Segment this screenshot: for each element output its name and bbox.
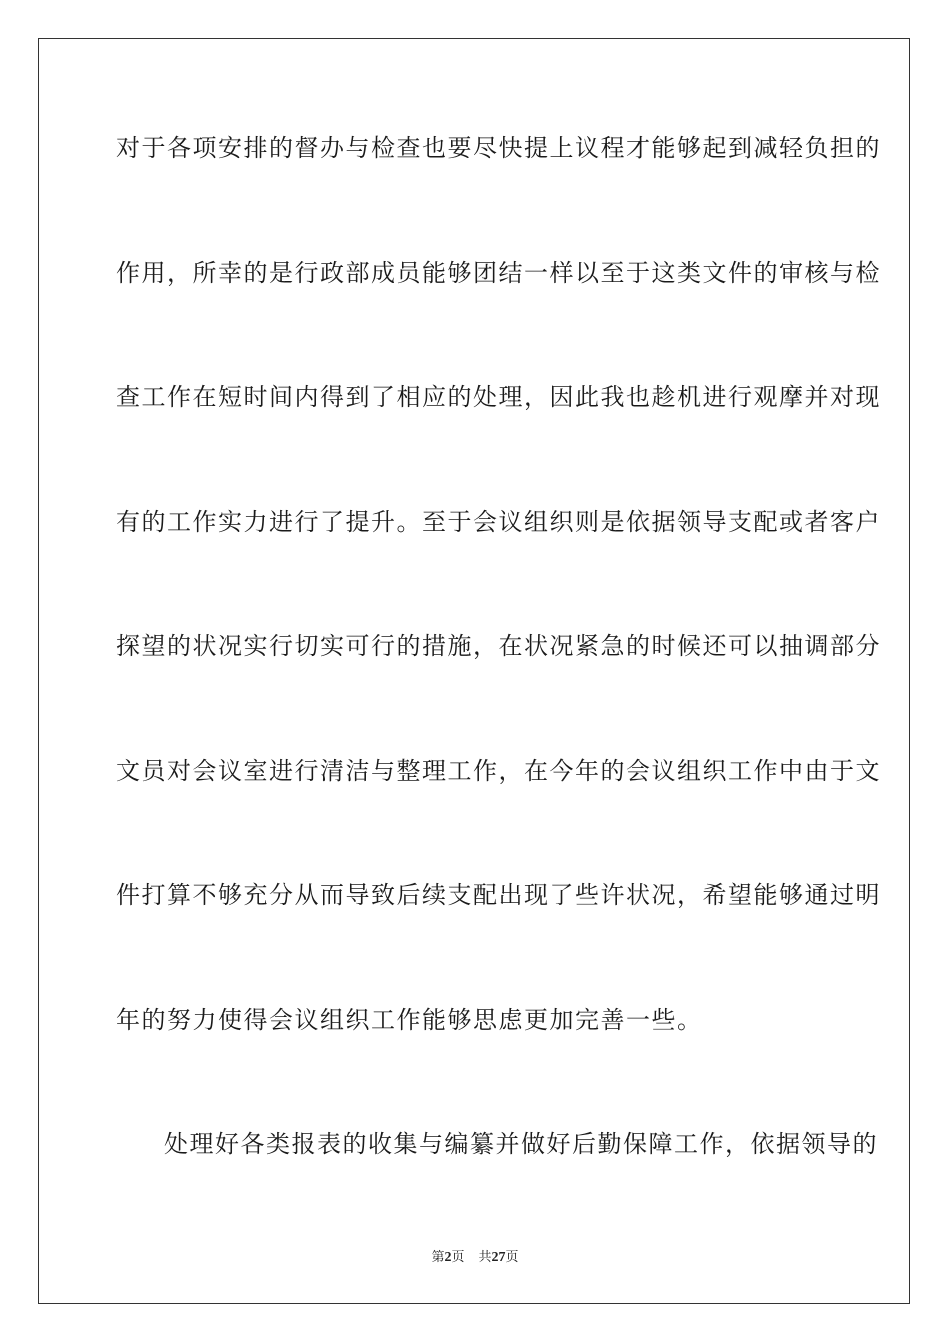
page-number: 2 bbox=[444, 1250, 452, 1265]
text-line: 年的努力使得会议组织工作能够思虑更加完善一些。 bbox=[116, 1005, 703, 1034]
page-prefix: 第 bbox=[431, 1250, 445, 1265]
text-line: 有的工作实力进行了提升。至于会议组织则是依据领导支配或者客户 bbox=[116, 507, 881, 536]
total-pages: 27 bbox=[491, 1250, 506, 1265]
page-footer bbox=[0, 1246, 950, 1266]
page-suffix: 页 bbox=[451, 1250, 465, 1265]
text-line: 探望的状况实行切实可行的措施，在状况紧急的时候还可以抽调部分 bbox=[116, 632, 881, 660]
text-line: 查工作在短时间内得到了相应的处理，因此我也趁机进行观摩并对现 bbox=[116, 383, 881, 411]
text-line: 文员对会议室进行清洁与整理工作，在今年的会议组织工作中由于文 bbox=[116, 756, 881, 785]
text-line: 件打算不够充分从而导致后续支配出现了些许状况，希望能够通过明 bbox=[116, 881, 881, 909]
text-line: 作用，所幸的是行政部成员能够团结一样以至于这类文件的审核与检 bbox=[116, 258, 881, 287]
total-prefix: 共 bbox=[478, 1250, 492, 1265]
paragraph-start-line: 处理好各类报表的收集与编纂并做好后勤保障工作，依据领导的 bbox=[164, 1130, 878, 1158]
document-body bbox=[116, 128, 881, 1249]
text-line: 对于各项安排的督办与检查也要尽快提上议程才能够起到减轻负担的 bbox=[116, 134, 881, 162]
total-suffix: 页 bbox=[505, 1250, 519, 1265]
